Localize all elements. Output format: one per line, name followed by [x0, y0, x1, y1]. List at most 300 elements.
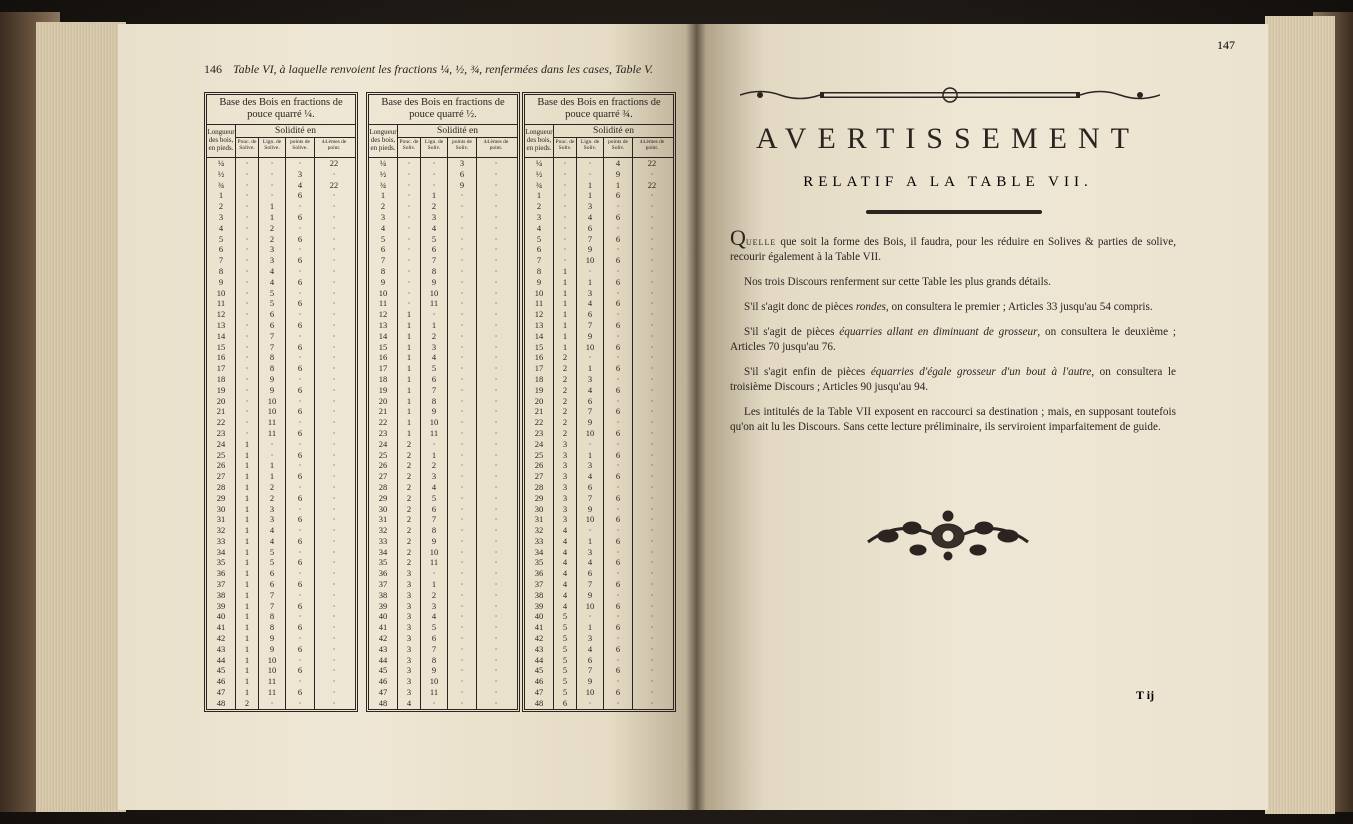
- table-cell: ·: [332, 363, 336, 374]
- table-row: [207, 450, 355, 461]
- table-cell: ·: [286, 288, 315, 299]
- table-cell: ·: [650, 503, 654, 514]
- table-cell: 3: [369, 212, 398, 223]
- table-cell: 1: [398, 385, 421, 396]
- table-cell: 22: [369, 417, 398, 428]
- table-cell: 6: [286, 557, 315, 568]
- table-cell: 4: [577, 212, 604, 223]
- table-cell: 2: [398, 460, 421, 471]
- table-cell: ·: [236, 201, 259, 212]
- table-cell: ·: [650, 309, 654, 320]
- table-cell: ·: [259, 180, 286, 191]
- table-cell: 1: [236, 471, 259, 482]
- table-cell: 9: [421, 536, 448, 547]
- table-row: [207, 601, 355, 612]
- table-row: [207, 234, 355, 245]
- table-row: [369, 180, 517, 191]
- table-cell: ·: [494, 568, 498, 579]
- table-cell: ·: [494, 535, 498, 546]
- table-cell: ·: [398, 169, 421, 180]
- table-cell: 4: [259, 277, 286, 288]
- table-cell: ·: [236, 331, 259, 342]
- table-cell: 4: [577, 644, 604, 655]
- table-cell: ·: [448, 568, 477, 579]
- table-cell: 6: [604, 687, 633, 698]
- table-cell: 21: [369, 406, 398, 417]
- table-cell: ·: [448, 417, 477, 428]
- table-cell: 25: [369, 450, 398, 461]
- table-cell: ·: [448, 201, 477, 212]
- table-cell: 7: [577, 493, 604, 504]
- table-cell: 8: [259, 363, 286, 374]
- table-cell: 1: [398, 396, 421, 407]
- table-cell: ·: [236, 298, 259, 309]
- table-row: [369, 266, 517, 277]
- table-cell: ·: [604, 611, 633, 622]
- table-cell: 4: [577, 471, 604, 482]
- table-cell: 29: [369, 493, 398, 504]
- table-cell: 6: [577, 482, 604, 493]
- paragraph-2: Nos trois Discours renferment sur cette Table les plus grands détails.: [744, 276, 1051, 288]
- table-row: [369, 374, 517, 385]
- table-cell: ·: [650, 233, 654, 244]
- table-row: [525, 190, 673, 201]
- table-cell: ·: [448, 244, 477, 255]
- table-cell: ·: [494, 179, 498, 190]
- table-cell: 6: [604, 234, 633, 245]
- table-cell: 9: [577, 331, 604, 342]
- table-cell: 20: [369, 396, 398, 407]
- table-cell: ·: [604, 352, 633, 363]
- table-cell: ·: [494, 503, 498, 514]
- table-cell: 7: [207, 255, 236, 266]
- table-cell: 11: [421, 687, 448, 698]
- table-cell: 2: [398, 514, 421, 525]
- table-row: [369, 190, 517, 201]
- table-cell: ·: [554, 169, 577, 180]
- table-cell: 18: [369, 374, 398, 385]
- table-row: [207, 158, 355, 169]
- table-cell: 10: [577, 687, 604, 698]
- table-cell: ·: [286, 439, 315, 450]
- table-cell: ·: [604, 417, 633, 428]
- table-cell: ·: [494, 579, 498, 590]
- table-cell: 39: [369, 601, 398, 612]
- table-cell: 4: [259, 525, 286, 536]
- table-cell: ·: [554, 190, 577, 201]
- table-cell: ·: [577, 698, 604, 709]
- table-cell: 43: [525, 644, 554, 655]
- table-cell: 11: [525, 298, 554, 309]
- table-cell: 6: [286, 665, 315, 676]
- table-cell: 3: [554, 460, 577, 471]
- table-cell: ·: [332, 525, 336, 536]
- table-row: [207, 190, 355, 201]
- table-cell: 5: [554, 633, 577, 644]
- table-cell: 39: [207, 601, 236, 612]
- table-cell: 6: [286, 536, 315, 547]
- table-cell: 32: [369, 525, 398, 536]
- p3-em: rondes: [855, 301, 886, 313]
- table-row: [207, 298, 355, 309]
- table-cell: ·: [494, 611, 498, 622]
- table-cell: 7: [421, 255, 448, 266]
- table-cell: 1: [525, 190, 554, 201]
- table-cell: ·: [448, 277, 477, 288]
- table-cell: ·: [286, 158, 315, 169]
- table-row: [369, 201, 517, 212]
- table-row: [525, 180, 673, 191]
- table-cell: 2: [259, 493, 286, 504]
- table-cell: 3: [398, 622, 421, 633]
- table-cell: ·: [650, 654, 654, 665]
- left-page: [118, 24, 696, 810]
- table-cell: 6: [421, 374, 448, 385]
- table-cell: ¾: [525, 180, 554, 191]
- table-cell: 14: [525, 331, 554, 342]
- table-cell: ·: [332, 546, 336, 557]
- table-cell: 46: [369, 676, 398, 687]
- table-cell: ·: [332, 665, 336, 676]
- table-cell: 6: [604, 622, 633, 633]
- table-cell: ·: [259, 158, 286, 169]
- table-cell: ·: [604, 288, 633, 299]
- table-row: [207, 201, 355, 212]
- table-cell: ·: [332, 492, 336, 503]
- table-cell: ·: [494, 546, 498, 557]
- table-cell: 3: [398, 568, 421, 579]
- table-cell: ·: [448, 687, 477, 698]
- table-cell: ·: [236, 342, 259, 353]
- table-row: [207, 471, 355, 482]
- table-cell: 11: [207, 298, 236, 309]
- table-cell: ·: [332, 622, 336, 633]
- table-cell: 26: [525, 460, 554, 471]
- table-cell: 3: [259, 244, 286, 255]
- table-cell: ·: [259, 439, 286, 450]
- solidite-block: [398, 125, 517, 157]
- table-cell: ·: [650, 211, 654, 222]
- page-edges-right: [1265, 16, 1335, 814]
- table-cell: ·: [448, 676, 477, 687]
- table-cell: ·: [577, 352, 604, 363]
- table-cell: ·: [448, 352, 477, 363]
- table-row: [525, 158, 673, 169]
- table-cell: ·: [650, 460, 654, 471]
- table-cell: 10: [207, 288, 236, 299]
- table-row: [207, 266, 355, 277]
- table-row: [369, 277, 517, 288]
- table-cell: 5: [259, 557, 286, 568]
- table-cell: 11: [421, 428, 448, 439]
- table-cell: 4: [259, 266, 286, 277]
- table-cell: 1: [577, 450, 604, 461]
- table-cell: ·: [286, 611, 315, 622]
- table-cell: 6: [604, 385, 633, 396]
- paragraph-1: [730, 225, 1176, 265]
- table-cell: 2: [554, 352, 577, 363]
- table-cell: ·: [448, 611, 477, 622]
- table-cell: 31: [525, 514, 554, 525]
- table-cell: 1: [236, 611, 259, 622]
- table-cell: 44: [525, 655, 554, 666]
- table-cell: ·: [604, 525, 633, 536]
- table-cell: ·: [448, 590, 477, 601]
- table-row: [369, 557, 517, 568]
- table-cell: 9: [448, 180, 477, 191]
- table-row: [207, 169, 355, 180]
- table-cell: ·: [448, 331, 477, 342]
- table-cell: 6: [604, 212, 633, 223]
- table-cell: ·: [286, 309, 315, 320]
- table-cell: ·: [650, 319, 654, 330]
- table-column-headers: [369, 125, 517, 158]
- table-cell: ·: [448, 374, 477, 385]
- table-cell: 6: [604, 557, 633, 568]
- table-cell: 44: [207, 655, 236, 666]
- col-header-longueur: Longueur des bois, en pieds.: [525, 125, 554, 157]
- table-cell: ·: [604, 633, 633, 644]
- table-cell: 6: [286, 644, 315, 655]
- paragraph-3: [730, 300, 1176, 315]
- table-cell: 5: [554, 644, 577, 655]
- table-row: [369, 331, 517, 342]
- table-cell: ¾: [369, 180, 398, 191]
- table-cell: ·: [398, 244, 421, 255]
- table-cell: 4: [554, 536, 577, 547]
- table-cell: 45: [207, 665, 236, 676]
- table-cell: ·: [494, 622, 498, 633]
- table-cell: 10: [369, 288, 398, 299]
- table-row: [525, 406, 673, 417]
- table-cell: 1: [398, 374, 421, 385]
- table-row: [207, 687, 355, 698]
- table-cell: 8: [207, 266, 236, 277]
- table-cell: 8: [421, 525, 448, 536]
- table-row: [207, 439, 355, 450]
- table-cell: 27: [369, 471, 398, 482]
- table-cell: 9: [577, 504, 604, 515]
- table-cell: ·: [332, 341, 336, 352]
- table-cell: ·: [398, 288, 421, 299]
- running-head: [204, 62, 684, 77]
- table-cell: ·: [332, 438, 336, 449]
- table-cell: ·: [286, 676, 315, 687]
- table-cell: 9: [604, 169, 633, 180]
- table-cell: ·: [286, 266, 315, 277]
- table-cell: 1: [236, 525, 259, 536]
- table-cell: 9: [259, 385, 286, 396]
- table-cell: ·: [332, 222, 336, 233]
- table-row: [207, 622, 355, 633]
- table-row: [369, 342, 517, 353]
- table-row: [369, 460, 517, 471]
- table-row: [369, 644, 517, 655]
- table-cell: 14: [369, 331, 398, 342]
- table-cell: 6: [604, 665, 633, 676]
- table-cell: 30: [525, 504, 554, 515]
- table-cell: ·: [448, 655, 477, 666]
- table-cell: ·: [398, 255, 421, 266]
- table-cell: ·: [332, 514, 336, 525]
- table-cell: 5: [554, 655, 577, 666]
- col-header-2: points de Solive.: [286, 138, 315, 157]
- table-cell: ·: [494, 697, 498, 708]
- table-cell: ·: [494, 643, 498, 654]
- table-cell: 11: [259, 687, 286, 698]
- table-cell: ·: [577, 611, 604, 622]
- table-cell: ·: [332, 643, 336, 654]
- table-cell: ·: [604, 547, 633, 558]
- table-cell: 43: [369, 644, 398, 655]
- table-row: [369, 601, 517, 612]
- table-cell: ·: [554, 212, 577, 223]
- table-cell: 6: [286, 579, 315, 590]
- table-cell: ·: [332, 417, 336, 428]
- table-cell: 22: [329, 158, 339, 168]
- table-cell: 2: [398, 471, 421, 482]
- table-cell: 42: [525, 633, 554, 644]
- table-cell: 29: [207, 493, 236, 504]
- table-cell: ·: [650, 330, 654, 341]
- table-cell: ·: [286, 331, 315, 342]
- table-cell: ·: [494, 438, 498, 449]
- table-cell: 6: [577, 396, 604, 407]
- table-cell: 6: [286, 687, 315, 698]
- table-row: [525, 525, 673, 536]
- table-cell: ·: [494, 427, 498, 438]
- table-cell: ·: [332, 298, 336, 309]
- table-cell: ·: [236, 169, 259, 180]
- table-cell: 1: [577, 180, 604, 191]
- table-cell: ¼: [525, 158, 554, 169]
- table-cell: ·: [259, 450, 286, 461]
- table-cell: 22: [525, 417, 554, 428]
- table-cell: 6: [286, 514, 315, 525]
- table-row: [369, 493, 517, 504]
- table-cell: ·: [421, 158, 448, 169]
- table-cell: ·: [236, 190, 259, 201]
- table-cell: ·: [494, 589, 498, 600]
- table-row: [369, 482, 517, 493]
- table-row: [369, 406, 517, 417]
- table-cell: 6: [421, 504, 448, 515]
- table-cell: 40: [525, 611, 554, 622]
- table-cell: ·: [448, 396, 477, 407]
- table-cell: 6: [286, 428, 315, 439]
- table-cell: 31: [207, 514, 236, 525]
- table-row: [369, 547, 517, 558]
- table-cell: 3: [525, 212, 554, 223]
- col-header-solidite: Solidité en: [398, 125, 517, 138]
- table-cell: 1: [421, 450, 448, 461]
- table-cell: ·: [650, 471, 654, 482]
- table-cell: 3: [259, 504, 286, 515]
- table-row: [207, 579, 355, 590]
- table-cell: ·: [650, 352, 654, 363]
- table-cell: 3: [398, 644, 421, 655]
- table-cell: 1: [577, 622, 604, 633]
- table-cell: 13: [525, 320, 554, 331]
- table-row: [525, 352, 673, 363]
- table-cell: 6: [604, 514, 633, 525]
- table-cell: ·: [448, 601, 477, 612]
- table-row: [369, 255, 517, 266]
- table-cell: ·: [604, 482, 633, 493]
- table-cell: ·: [236, 417, 259, 428]
- table-cell: 7: [577, 234, 604, 245]
- table-cell: ·: [332, 687, 336, 698]
- table-row: [525, 460, 673, 471]
- table-cell: ·: [494, 330, 498, 341]
- table-body: [525, 158, 673, 709]
- table-cell: 6: [286, 190, 315, 201]
- table-cell: 6: [286, 450, 315, 461]
- table-cell: ·: [604, 331, 633, 342]
- table-row: [369, 633, 517, 644]
- table-cell: ·: [259, 169, 286, 180]
- table-cell: 9: [207, 277, 236, 288]
- table-cell: 16: [207, 352, 236, 363]
- table-row: [525, 385, 673, 396]
- table-cell: 5: [421, 622, 448, 633]
- table-cell: 3: [398, 633, 421, 644]
- table-cell: 15: [525, 342, 554, 353]
- table-cell: ·: [236, 266, 259, 277]
- table-cell: 1: [259, 471, 286, 482]
- table-cell: ·: [650, 406, 654, 417]
- table-cell: 9: [259, 633, 286, 644]
- table-cell: 6: [286, 385, 315, 396]
- table-cell: 10: [577, 428, 604, 439]
- table-cell: 7: [577, 320, 604, 331]
- table-cell: ·: [332, 201, 336, 212]
- table-cell: 33: [525, 536, 554, 547]
- table-cell: ·: [554, 158, 577, 169]
- table-cell: 41: [369, 622, 398, 633]
- table-cell: 40: [369, 611, 398, 622]
- table-cell: 6: [604, 450, 633, 461]
- table-cell: 3: [577, 201, 604, 212]
- table-cell: ·: [494, 687, 498, 698]
- table-cell: 1: [236, 439, 259, 450]
- table-cell: ·: [494, 633, 498, 644]
- table-cell: 35: [207, 557, 236, 568]
- table-cell: ·: [494, 471, 498, 482]
- table-cell: 7: [577, 665, 604, 676]
- table-row: [369, 396, 517, 407]
- table-row: [207, 611, 355, 622]
- table-cell: 3: [577, 547, 604, 558]
- table-cell: 8: [421, 396, 448, 407]
- table-cell: 2: [554, 385, 577, 396]
- table-row: [207, 655, 355, 666]
- table-row: [525, 655, 673, 666]
- table-cell: ·: [604, 309, 633, 320]
- table-cell: 2: [421, 331, 448, 342]
- table-row: [207, 288, 355, 299]
- table-row: [525, 169, 673, 180]
- table-row: [525, 428, 673, 439]
- table-cell: 48: [369, 698, 398, 709]
- table-row: [207, 676, 355, 687]
- table-cell: 6: [577, 223, 604, 234]
- table-cell: 6: [286, 212, 315, 223]
- table-cell: 1: [398, 363, 421, 374]
- table-row: [525, 611, 673, 622]
- table-cell: 1: [554, 277, 577, 288]
- table-cell: ·: [236, 180, 259, 191]
